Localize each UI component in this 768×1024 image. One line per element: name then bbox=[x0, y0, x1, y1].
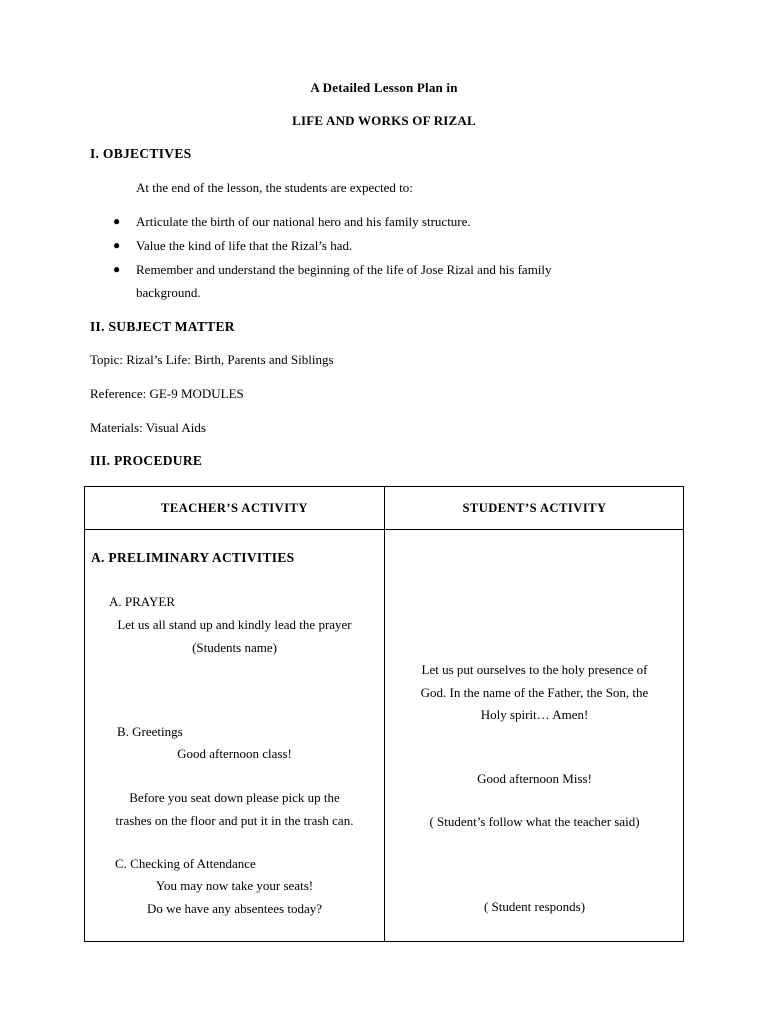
student-prayer-line1: Let us put ourselves to the holy presence of bbox=[421, 662, 648, 677]
student-follow-response: ( Student’s follow what the teacher said) bbox=[429, 814, 640, 829]
attendance-line1: You may now take your seats! bbox=[155, 878, 314, 893]
list-item: Value the kind of life that the Rizal’s had. bbox=[136, 238, 353, 253]
list-item-continuation: background. bbox=[136, 285, 201, 300]
procedure-table bbox=[84, 486, 684, 942]
reference-line: Reference: GE-9 MODULES bbox=[90, 386, 244, 401]
topic-line: Topic: Rizal’s Life: Birth, Parents and Siblings bbox=[90, 352, 334, 367]
greetings-label: B. Greetings bbox=[117, 724, 183, 739]
procedure-heading: III. PROCEDURE bbox=[90, 453, 203, 468]
objectives-heading: I. OBJECTIVES bbox=[90, 146, 192, 161]
document-subtitle: LIFE AND WORKS OF RIZAL bbox=[292, 113, 476, 128]
table-header-divider bbox=[85, 529, 683, 530]
student-attendance-response: ( Student responds) bbox=[483, 899, 586, 914]
objectives-intro: At the end of the lesson, the students are expected to: bbox=[136, 180, 413, 195]
attendance-line2: Do we have any absentees today? bbox=[146, 901, 323, 916]
student-column-header: STUDENT’S ACTIVITY bbox=[462, 501, 607, 515]
student-prayer-line2: God. In the name of the Father, the Son, the bbox=[420, 685, 649, 700]
trash-instruction-line2: trashes on the floor and put it in the trash can. bbox=[115, 813, 354, 828]
bullet-icon: ● bbox=[113, 262, 121, 276]
teacher-column-header: TEACHER’S ACTIVITY bbox=[161, 501, 308, 515]
document-title: A Detailed Lesson Plan in bbox=[310, 80, 458, 95]
materials-line: Materials: Visual Aids bbox=[90, 420, 206, 435]
preliminary-activities-heading: A. PRELIMINARY ACTIVITIES bbox=[91, 550, 295, 565]
list-item: Remember and understand the beginning of the life of Jose Rizal and his family bbox=[136, 262, 552, 277]
attendance-label: C. Checking of Attendance bbox=[115, 856, 256, 871]
prayer-instruction: Let us all stand up and kindly lead the prayer bbox=[117, 617, 352, 632]
prayer-label: A. PRAYER bbox=[109, 594, 175, 609]
student-prayer-line3: Holy spirit… Amen! bbox=[480, 707, 589, 722]
bullet-icon: ● bbox=[113, 214, 121, 228]
student-greeting-reply: Good afternoon Miss! bbox=[477, 771, 592, 786]
subject-matter-heading: II. SUBJECT MATTER bbox=[90, 319, 235, 334]
list-item: Articulate the birth of our national hero and his family structure. bbox=[136, 214, 471, 229]
prayer-students-name: (Students name) bbox=[192, 640, 277, 655]
bullet-icon: ● bbox=[113, 238, 121, 252]
trash-instruction-line1: Before you seat down please pick up the bbox=[129, 790, 340, 805]
greetings-line: Good afternoon class! bbox=[177, 746, 292, 761]
